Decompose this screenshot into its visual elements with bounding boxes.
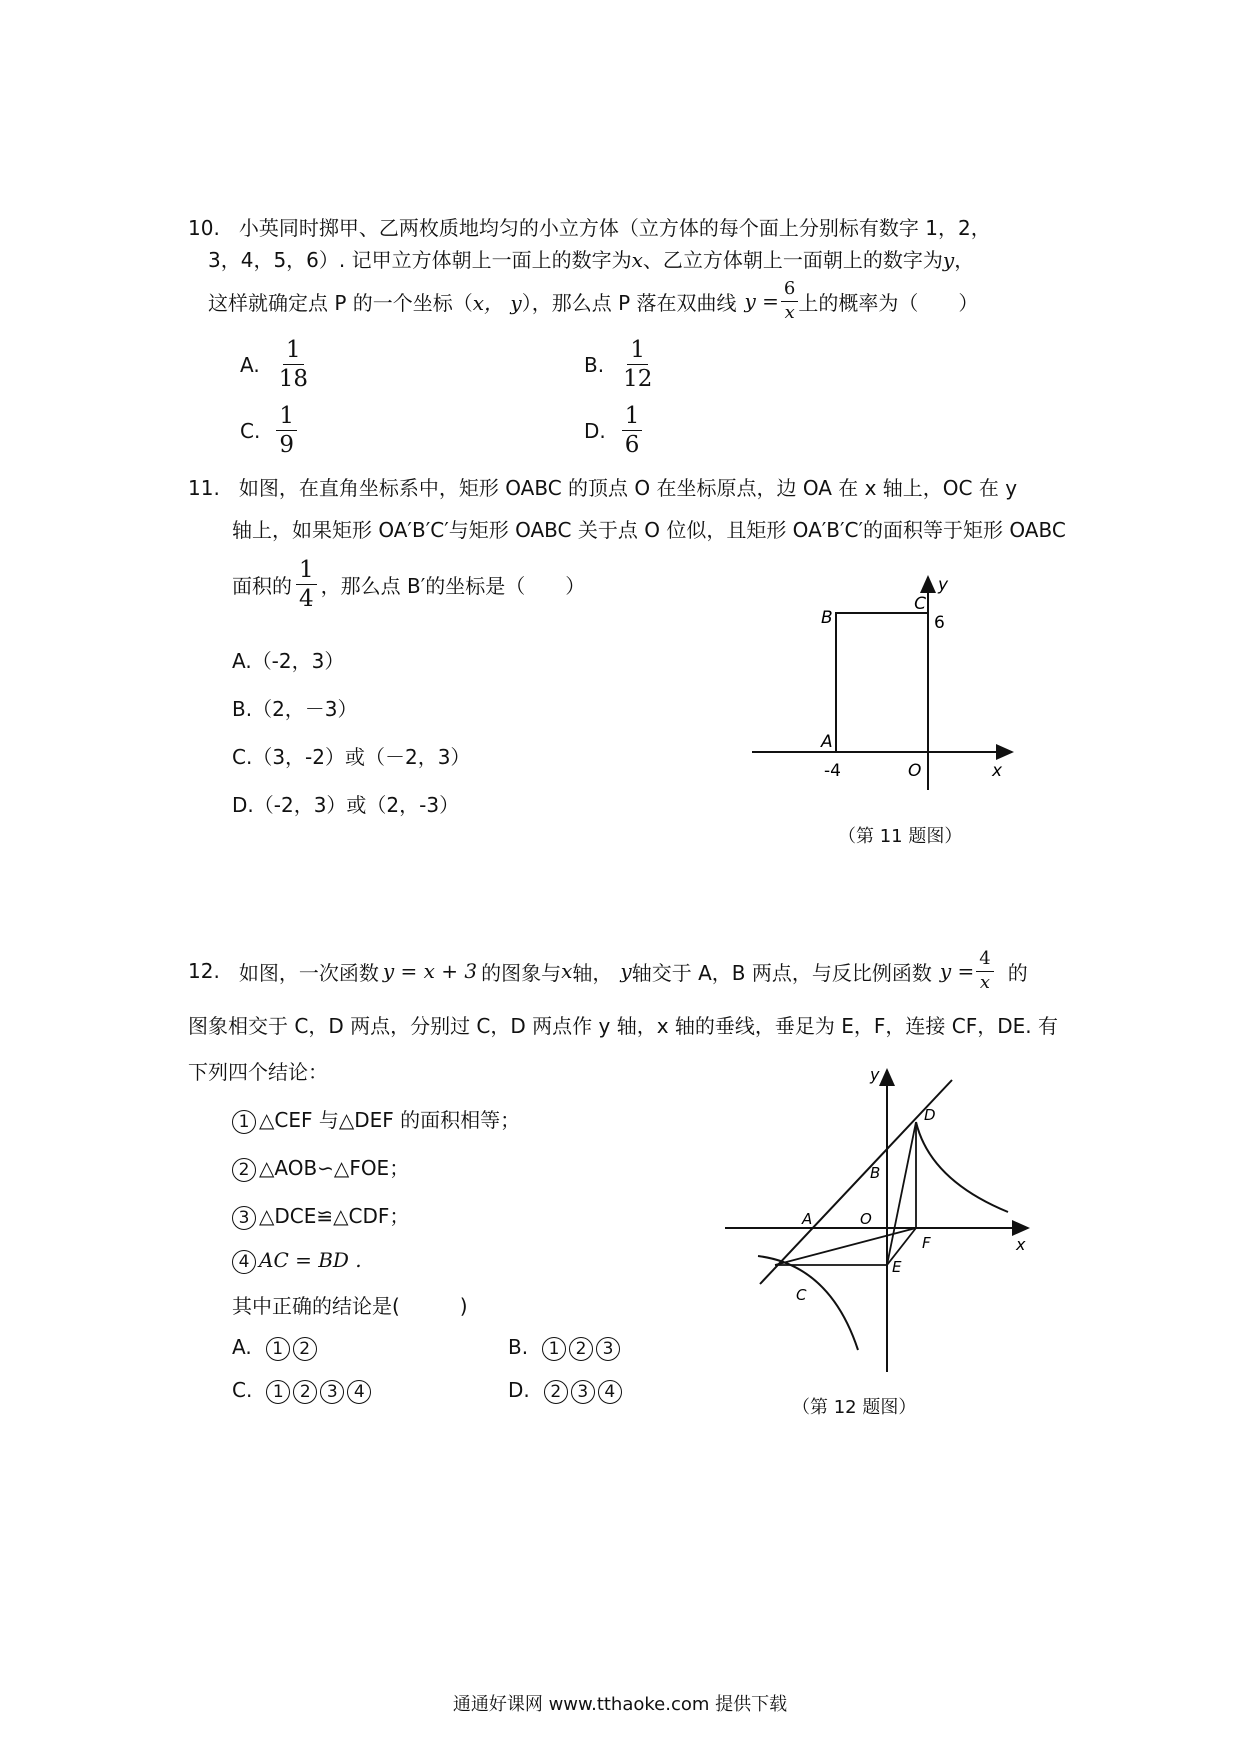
option-label: D. <box>508 1378 530 1402</box>
q12-line1 <box>188 950 1028 993</box>
q12-question: 其中正确的结论是( ) <box>232 1294 468 1318</box>
label-d: D <box>924 1106 936 1124</box>
circled-number: 3 <box>232 1206 256 1230</box>
rectangle-oabc <box>836 613 928 752</box>
fraction-num: 1 <box>283 338 304 365</box>
option-label: A. <box>240 352 260 377</box>
q10-number-and-line1 <box>188 212 991 241</box>
q12-conclusion-2 <box>232 1152 409 1182</box>
q12-figure-caption: （第 12 题图） <box>792 1397 917 1418</box>
label-c: C <box>914 594 926 614</box>
circled-number: 4 <box>598 1380 622 1404</box>
q12-option-d <box>508 1378 625 1404</box>
q10-line2-a: 3，4，5，6）. 记甲立方体朝上一面上的数字为 <box>208 248 632 272</box>
q11-option-b: B.（2，－3） <box>232 697 358 721</box>
fraction-num: 1 <box>622 404 643 431</box>
q10-hyperbola-num: 6 <box>781 280 798 302</box>
label-y: y <box>938 575 949 595</box>
conclusion-text: △CEF 与△DEF 的面积相等； <box>259 1108 521 1132</box>
label-o: O <box>908 761 922 781</box>
q10-option-d-fraction <box>622 404 643 457</box>
fraction-den: 6 <box>624 432 640 459</box>
q11-option-a: A.（-2，3） <box>232 649 345 673</box>
q12-line1-c: 轴， <box>572 960 613 985</box>
label-c: C <box>796 1286 807 1304</box>
q12-inverse-fraction <box>976 950 993 993</box>
q12-conclusion-3 <box>232 1200 409 1230</box>
conclusion-text: AC = BD . <box>259 1248 362 1272</box>
q11-line1-text: 如图，在直角坐标系中，矩形 OABC 的顶点 O 在坐标原点，边 OA 在 x 轴上，OC 在 y <box>238 476 1018 500</box>
q10-hyperbola-den: x <box>784 301 795 323</box>
fraction-den: 12 <box>623 366 653 393</box>
label-x: x <box>992 761 1003 781</box>
q11-line3-a: 面积的 <box>232 574 292 599</box>
q11-figure <box>740 565 1040 805</box>
q11-line1 <box>188 472 1017 501</box>
option-label: B. <box>508 1335 529 1359</box>
q11-number: 11. <box>188 476 220 500</box>
label-b: B <box>821 608 833 628</box>
q12-figure <box>720 1060 1040 1380</box>
q12-linear-equation: y = x + 3 <box>382 959 478 984</box>
label-six: 6 <box>934 613 945 633</box>
fraction-num: 4 <box>976 950 993 972</box>
circled-number: 1 <box>542 1337 566 1361</box>
circled-number: 2 <box>544 1380 568 1404</box>
q10-line3-c: 上的概率为（ ） <box>798 290 979 315</box>
option-label: B. <box>584 352 605 377</box>
q12-option-a <box>232 1335 320 1361</box>
circled-number: 1 <box>266 1380 290 1404</box>
q10-line1: 小英同时掷甲、乙两枚质地均匀的小立方体（立方体的每个面上分别标有数字 1，2， <box>238 216 991 240</box>
q10-coordinate-pair: x， y <box>472 290 522 315</box>
q10-option-c <box>240 404 297 457</box>
q11-line2: 轴上，如果矩形 OA′B′C′与矩形 OABC 关于点 O 位似，且矩形 OA′B′C′的面积等于矩形 OABC <box>232 518 1066 542</box>
option-label: C. <box>240 418 261 443</box>
q12-line1-d: 轴交于 A，B 两点，与反比例函数 <box>631 960 932 985</box>
q10-option-b-fraction <box>620 338 655 391</box>
q10-option-b <box>584 338 655 391</box>
q10-line2-b: 、乙立方体朝上一面朝上的数字为 <box>642 248 943 272</box>
q12-line3: 下列四个结论： <box>188 1060 328 1084</box>
fraction-den: 9 <box>279 432 294 459</box>
hyperbola-branch-first-quadrant <box>916 1122 1008 1212</box>
circled-number: 1 <box>266 1337 290 1361</box>
circled-number: 4 <box>232 1250 256 1274</box>
q10-y-var: y <box>942 248 955 272</box>
circled-number: 4 <box>347 1380 371 1404</box>
q10-option-c-fraction <box>276 404 297 457</box>
fraction-den: 18 <box>278 366 308 393</box>
fraction-num: 1 <box>276 404 297 431</box>
q11-option-c: C.（3，-2）或（－2，3） <box>232 745 471 769</box>
label-a: A <box>821 732 833 752</box>
q12-x-var: x <box>561 959 573 984</box>
circled-number: 3 <box>571 1380 595 1404</box>
conclusion-text: △DCE≌△CDF； <box>259 1204 410 1228</box>
label-b: B <box>870 1164 881 1182</box>
label-a: A <box>802 1210 813 1228</box>
q10-line2 <box>208 244 974 273</box>
q10-option-a-fraction <box>276 338 311 391</box>
q12-line1-a: 如图，一次函数 <box>238 960 379 985</box>
circled-number: 2 <box>293 1380 317 1404</box>
label-y: y <box>870 1065 880 1084</box>
circled-number: 2 <box>232 1158 256 1182</box>
footer: 通通好课网 www.tthaoke.com 提供下载 <box>452 1694 788 1715</box>
fraction-den: x <box>979 971 991 993</box>
circled-number: 3 <box>596 1337 620 1361</box>
circled-number: 1 <box>232 1110 256 1134</box>
q12-option-c <box>232 1378 374 1404</box>
fraction-num: 1 <box>627 338 648 365</box>
label-f: F <box>922 1234 931 1252</box>
label-x: x <box>1016 1235 1026 1254</box>
circled-number: 2 <box>569 1337 593 1361</box>
q12-number: 12. <box>188 959 220 984</box>
q10-option-a <box>240 338 311 391</box>
label-o: O <box>860 1210 872 1228</box>
q12-option-b <box>508 1335 623 1361</box>
circled-number: 3 <box>320 1380 344 1404</box>
q12-conclusion-1 <box>232 1104 520 1134</box>
q12-conclusion-4 <box>232 1248 362 1274</box>
q11-line3-b: ，那么点 B′的坐标是（ ） <box>320 574 586 599</box>
q12-y-var: y <box>620 959 632 984</box>
q10-line3 <box>208 280 978 323</box>
q10-hyperbola-fraction <box>781 280 798 323</box>
q10-option-d <box>584 404 642 457</box>
q11-option-d: D.（-2，3）或（2，-3） <box>232 793 460 817</box>
q12-line1-b: 的图象与 <box>481 960 562 985</box>
q10-number: 10. <box>188 216 220 240</box>
q10-line2-c: ， <box>954 248 975 272</box>
q10-x-var: x <box>631 248 643 272</box>
q10-line3-a: 这样就确定点 P 的一个坐标（ <box>208 290 473 315</box>
q12-line2: 图象相交于 C，D 两点，分别过 C，D 两点作 y 轴，x 轴的垂线，垂足为 E，F，连接 CF，DE. 有 <box>188 1014 1058 1038</box>
fraction-den: 4 <box>299 586 314 613</box>
conclusion-text: △AOB∽△FOE； <box>259 1156 410 1180</box>
q12-line1-e: 的 <box>1007 960 1028 985</box>
q11-line3 <box>232 558 585 611</box>
option-label: A. <box>232 1335 252 1359</box>
label-neg-four: -4 <box>824 761 841 781</box>
q10-line3-b: ），那么点 P 落在双曲线 <box>521 290 737 315</box>
option-label: D. <box>584 418 606 443</box>
q10-hyperbola-lhs: y = <box>744 289 779 314</box>
q11-figure-caption: （第 11 题图） <box>838 826 963 847</box>
option-label: C. <box>232 1378 253 1402</box>
fraction-num: 1 <box>296 558 317 585</box>
circled-number: 2 <box>293 1337 317 1361</box>
label-e: E <box>892 1258 902 1276</box>
q12-inverse-lhs: y = <box>939 959 975 984</box>
q11-quarter-fraction <box>296 558 317 611</box>
